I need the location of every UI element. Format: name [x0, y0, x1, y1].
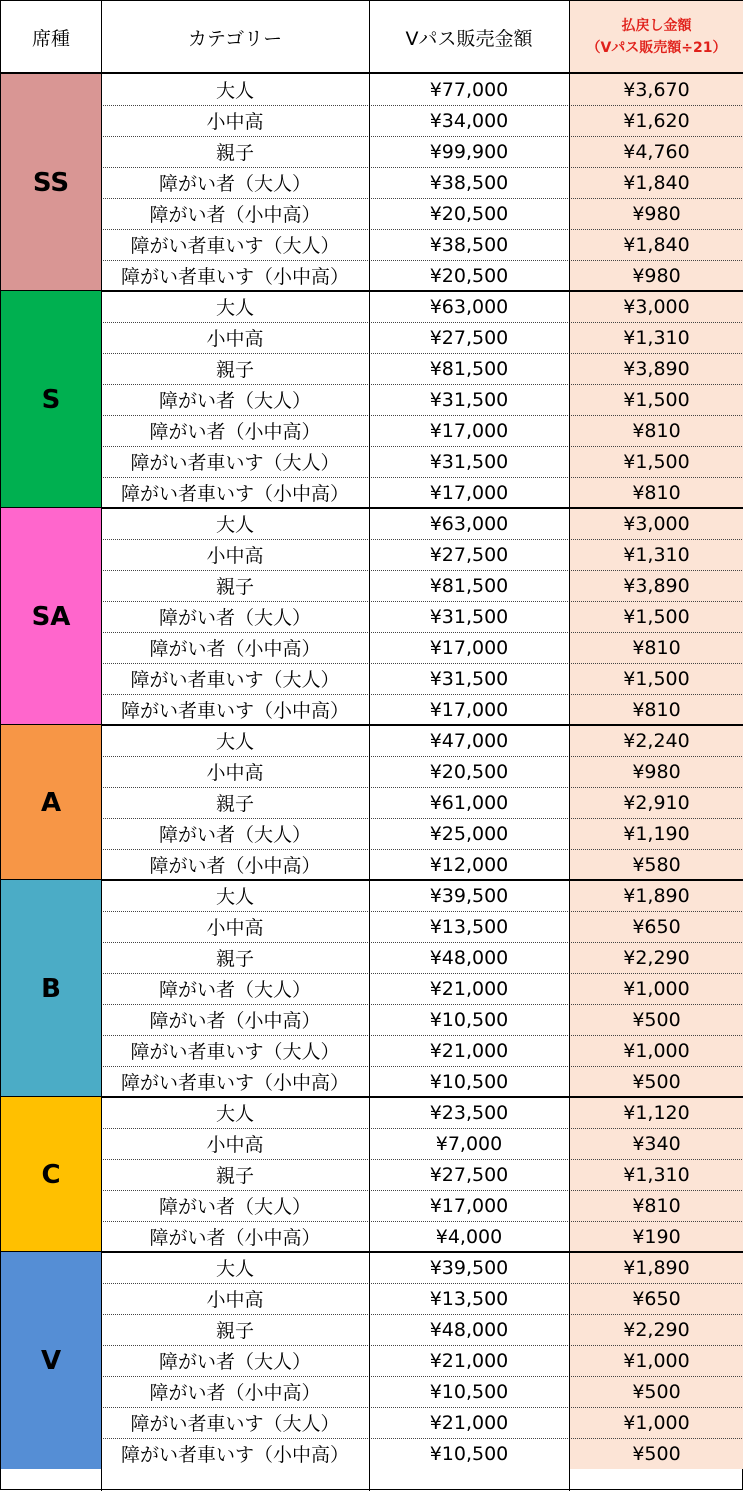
vpass-price-cell: ¥17,000 — [429, 1194, 509, 1217]
vpass-price-cell: ¥21,000 — [429, 1349, 509, 1372]
category-cell: 障がい者（小中高） — [149, 421, 321, 443]
row-divider — [101, 818, 743, 819]
vpass-price-cell: ¥27,500 — [429, 1163, 509, 1186]
vpass-price-cell: ¥21,000 — [429, 1039, 509, 1062]
refund-cell: ¥340 — [632, 1132, 681, 1155]
column-divider — [369, 1, 370, 1491]
category-cell: 障がい者（小中高） — [149, 638, 321, 660]
vpass-price-cell: ¥23,500 — [429, 1101, 509, 1124]
category-cell: 大人 — [215, 297, 254, 319]
category-cell: 大人 — [215, 1103, 254, 1125]
vpass-price-cell: ¥81,500 — [429, 574, 509, 597]
refund-cell: ¥3,000 — [623, 295, 690, 318]
category-cell: 障がい者車いす（大人） — [130, 1413, 340, 1435]
refund-cell: ¥1,000 — [623, 977, 690, 1000]
vpass-price-cell: ¥38,500 — [429, 171, 509, 194]
vpass-price-cell: ¥20,500 — [429, 202, 509, 225]
row-divider — [101, 1159, 743, 1160]
category-cell: 親子 — [215, 1165, 254, 1187]
refund-cell: ¥3,670 — [623, 78, 690, 101]
row-divider — [101, 167, 743, 168]
vpass-price-cell: ¥10,500 — [429, 1070, 509, 1093]
category-cell: 障がい者（小中高） — [149, 1227, 321, 1249]
row-divider — [101, 229, 743, 230]
row-divider — [101, 1376, 743, 1377]
row-divider — [101, 415, 743, 416]
category-cell: 障がい者（小中高） — [149, 204, 321, 226]
category-cell: 小中高 — [206, 111, 264, 133]
refund-cell: ¥1,120 — [623, 1101, 690, 1124]
row-divider — [101, 105, 743, 106]
category-cell: 大人 — [215, 514, 254, 536]
seat-cell: S — [1, 291, 101, 508]
header-divider — [1, 72, 743, 74]
category-cell: 親子 — [215, 359, 254, 381]
vpass-price-cell: ¥27,500 — [429, 543, 509, 566]
refund-cell: ¥1,000 — [623, 1349, 690, 1372]
vpass-price-cell: ¥81,500 — [429, 357, 509, 380]
refund-cell: ¥980 — [632, 760, 681, 783]
refund-cell: ¥190 — [632, 1225, 681, 1248]
refund-cell: ¥1,190 — [623, 822, 690, 845]
vpass-price-cell: ¥20,500 — [429, 264, 509, 287]
category-cell: 大人 — [215, 731, 254, 753]
seat-cell: SS — [1, 74, 101, 291]
category-cell: 親子 — [215, 576, 254, 598]
row-divider — [101, 973, 743, 974]
vpass-price-cell: ¥61,000 — [429, 791, 509, 814]
refund-cell: ¥2,240 — [623, 729, 690, 752]
row-divider — [101, 384, 743, 385]
category-cell: 大人 — [215, 80, 254, 102]
vpass-price-cell: ¥31,500 — [429, 450, 509, 473]
refund-cell: ¥1,840 — [623, 233, 690, 256]
vpass-price-cell: ¥4,000 — [435, 1225, 503, 1248]
refund-cell: ¥1,310 — [623, 326, 690, 349]
row-divider — [101, 1314, 743, 1315]
category-cell: 障がい者（小中高） — [149, 1010, 321, 1032]
refund-cell: ¥810 — [632, 1194, 681, 1217]
row-divider — [101, 1004, 743, 1005]
vpass-price-cell: ¥17,000 — [429, 636, 509, 659]
vpass-price-cell: ¥47,000 — [429, 729, 509, 752]
row-divider — [101, 1221, 743, 1222]
refund-cell: ¥1,620 — [623, 109, 690, 132]
vpass-price-cell: ¥10,500 — [429, 1380, 509, 1403]
category-cell: 障がい者（大人） — [158, 173, 311, 195]
vpass-price-cell: ¥99,900 — [429, 140, 509, 163]
refund-cell: ¥810 — [632, 419, 681, 442]
refund-cell: ¥500 — [632, 1008, 681, 1031]
row-divider — [101, 136, 743, 137]
category-cell: 障がい者（小中高） — [149, 855, 321, 877]
row-divider — [101, 911, 743, 912]
row-divider — [101, 1128, 743, 1129]
refund-cell: ¥1,890 — [623, 884, 690, 907]
refund-cell: ¥1,310 — [623, 1163, 690, 1186]
row-divider — [101, 477, 743, 478]
category-cell: 小中高 — [206, 1134, 264, 1156]
vpass-price-cell: ¥25,000 — [429, 822, 509, 845]
vpass-price-cell: ¥17,000 — [429, 481, 509, 504]
row-divider — [101, 198, 743, 199]
category-cell: 小中高 — [206, 545, 264, 567]
row-divider — [101, 1438, 743, 1439]
column-divider — [569, 1, 570, 1491]
header-refund-formula: （Vパス販売額÷21） — [586, 40, 727, 56]
row-divider — [101, 1035, 743, 1036]
refund-cell: ¥1,500 — [623, 388, 690, 411]
refund-cell: ¥980 — [632, 264, 681, 287]
category-cell: 障がい者車いす（大人） — [130, 669, 340, 691]
vpass-price-cell: ¥38,500 — [429, 233, 509, 256]
category-cell: 障がい者（大人） — [158, 1196, 311, 1218]
refund-cell: ¥980 — [632, 202, 681, 225]
row-divider — [101, 849, 743, 850]
refund-cell: ¥500 — [632, 1442, 681, 1465]
refund-cell: ¥1,000 — [623, 1039, 690, 1062]
refund-cell: ¥3,890 — [623, 574, 690, 597]
category-cell: 小中高 — [206, 328, 264, 350]
category-cell: 親子 — [215, 793, 254, 815]
row-divider — [101, 1283, 743, 1284]
header-seat: 席種 — [31, 27, 70, 50]
row-divider — [101, 1190, 743, 1191]
row-divider — [101, 539, 743, 540]
refund-cell: ¥1,890 — [623, 1256, 690, 1279]
header-refund-title: 払戻し金額 — [621, 18, 692, 34]
vpass-price-cell: ¥39,500 — [429, 884, 509, 907]
refund-cell: ¥1,500 — [623, 667, 690, 690]
vpass-price-cell: ¥13,500 — [429, 915, 509, 938]
row-divider — [101, 260, 743, 261]
category-cell: 障がい者車いす（小中高） — [120, 1072, 349, 1094]
category-cell: 障がい者（大人） — [158, 1351, 311, 1373]
refund-cell: ¥2,290 — [623, 946, 690, 969]
row-divider — [101, 322, 743, 323]
refund-cell: ¥810 — [632, 481, 681, 504]
refund-cell: ¥3,890 — [623, 357, 690, 380]
category-cell: 障がい者車いす（大人） — [130, 235, 340, 257]
vpass-price-cell: ¥63,000 — [429, 512, 509, 535]
row-divider — [101, 570, 743, 571]
category-cell: 障がい者車いす（大人） — [130, 1041, 340, 1063]
category-cell: 障がい者（大人） — [158, 979, 311, 1001]
refund-cell: ¥1,840 — [623, 171, 690, 194]
vpass-price-cell: ¥63,000 — [429, 295, 509, 318]
header-category: カテゴリー — [187, 27, 283, 50]
category-cell: 小中高 — [206, 762, 264, 784]
refund-cell: ¥4,760 — [623, 140, 690, 163]
category-cell: 障がい者（小中高） — [149, 1382, 321, 1404]
vpass-price-cell: ¥48,000 — [429, 1318, 509, 1341]
seat-cell: V — [1, 1252, 101, 1469]
category-cell: 親子 — [215, 948, 254, 970]
refund-cell: ¥580 — [632, 853, 681, 876]
vpass-price-cell: ¥48,000 — [429, 946, 509, 969]
vpass-price-cell: ¥39,500 — [429, 1256, 509, 1279]
category-cell: 小中高 — [206, 1289, 264, 1311]
category-cell: 親子 — [215, 142, 254, 164]
vpass-price-cell: ¥10,500 — [429, 1008, 509, 1031]
header-refund — [569, 1, 743, 73]
row-divider — [101, 787, 743, 788]
vpass-price-cell: ¥10,500 — [429, 1442, 509, 1465]
seat-cell: SA — [1, 508, 101, 725]
vpass-price-cell: ¥27,500 — [429, 326, 509, 349]
category-cell: 小中高 — [206, 917, 264, 939]
vpass-price-cell: ¥13,500 — [429, 1287, 509, 1310]
vpass-price-cell: ¥21,000 — [429, 977, 509, 1000]
vpass-price-cell: ¥31,500 — [429, 388, 509, 411]
refund-cell: ¥1,500 — [623, 605, 690, 628]
refund-cell: ¥3,000 — [623, 512, 690, 535]
vpass-price-cell: ¥17,000 — [429, 698, 509, 721]
seat-cell: B — [1, 880, 101, 1097]
row-divider — [101, 1407, 743, 1408]
row-divider — [101, 353, 743, 354]
row-divider — [101, 663, 743, 664]
vpass-price-cell: ¥77,000 — [429, 78, 509, 101]
row-divider — [101, 601, 743, 602]
refund-cell: ¥810 — [632, 698, 681, 721]
category-cell: 障がい者車いす（小中高） — [120, 1444, 349, 1466]
row-divider — [101, 1066, 743, 1067]
category-cell: 障がい者（大人） — [158, 824, 311, 846]
vpass-price-cell: ¥21,000 — [429, 1411, 509, 1434]
refund-cell: ¥2,290 — [623, 1318, 690, 1341]
row-divider — [101, 632, 743, 633]
refund-cell: ¥2,910 — [623, 791, 690, 814]
refund-cell: ¥650 — [632, 915, 681, 938]
header-vpass-price: Vパス販売金額 — [405, 27, 533, 50]
vpass-price-cell: ¥12,000 — [429, 853, 509, 876]
category-cell: 障がい者車いす（小中高） — [120, 700, 349, 722]
vpass-price-cell: ¥20,500 — [429, 760, 509, 783]
refund-cell: ¥500 — [632, 1070, 681, 1093]
category-cell: 大人 — [215, 886, 254, 908]
refund-cell: ¥1,310 — [623, 543, 690, 566]
row-divider — [101, 756, 743, 757]
category-cell: 親子 — [215, 1320, 254, 1342]
category-cell: 障がい者車いす（小中高） — [120, 266, 349, 288]
seat-cell: C — [1, 1097, 101, 1252]
vpass-price-cell: ¥31,500 — [429, 605, 509, 628]
row-divider — [101, 1345, 743, 1346]
refund-cell: ¥500 — [632, 1380, 681, 1403]
vpass-price-cell: ¥34,000 — [429, 109, 509, 132]
seat-cell: A — [1, 725, 101, 880]
refund-cell: ¥1,000 — [623, 1411, 690, 1434]
category-cell: 障がい者（大人） — [158, 607, 311, 629]
category-cell: 障がい者車いす（小中高） — [120, 483, 349, 505]
row-divider — [101, 446, 743, 447]
category-cell: 障がい者（大人） — [158, 390, 311, 412]
refund-cell: ¥1,500 — [623, 450, 690, 473]
vpass-price-cell: ¥7,000 — [435, 1132, 503, 1155]
refund-cell: ¥650 — [632, 1287, 681, 1310]
row-divider — [101, 942, 743, 943]
vpass-price-cell: ¥31,500 — [429, 667, 509, 690]
row-divider — [101, 694, 743, 695]
refund-cell: ¥810 — [632, 636, 681, 659]
column-divider — [101, 1, 102, 1491]
category-cell: 大人 — [215, 1258, 254, 1280]
category-cell: 障がい者車いす（大人） — [130, 452, 340, 474]
vpass-price-cell: ¥17,000 — [429, 419, 509, 442]
